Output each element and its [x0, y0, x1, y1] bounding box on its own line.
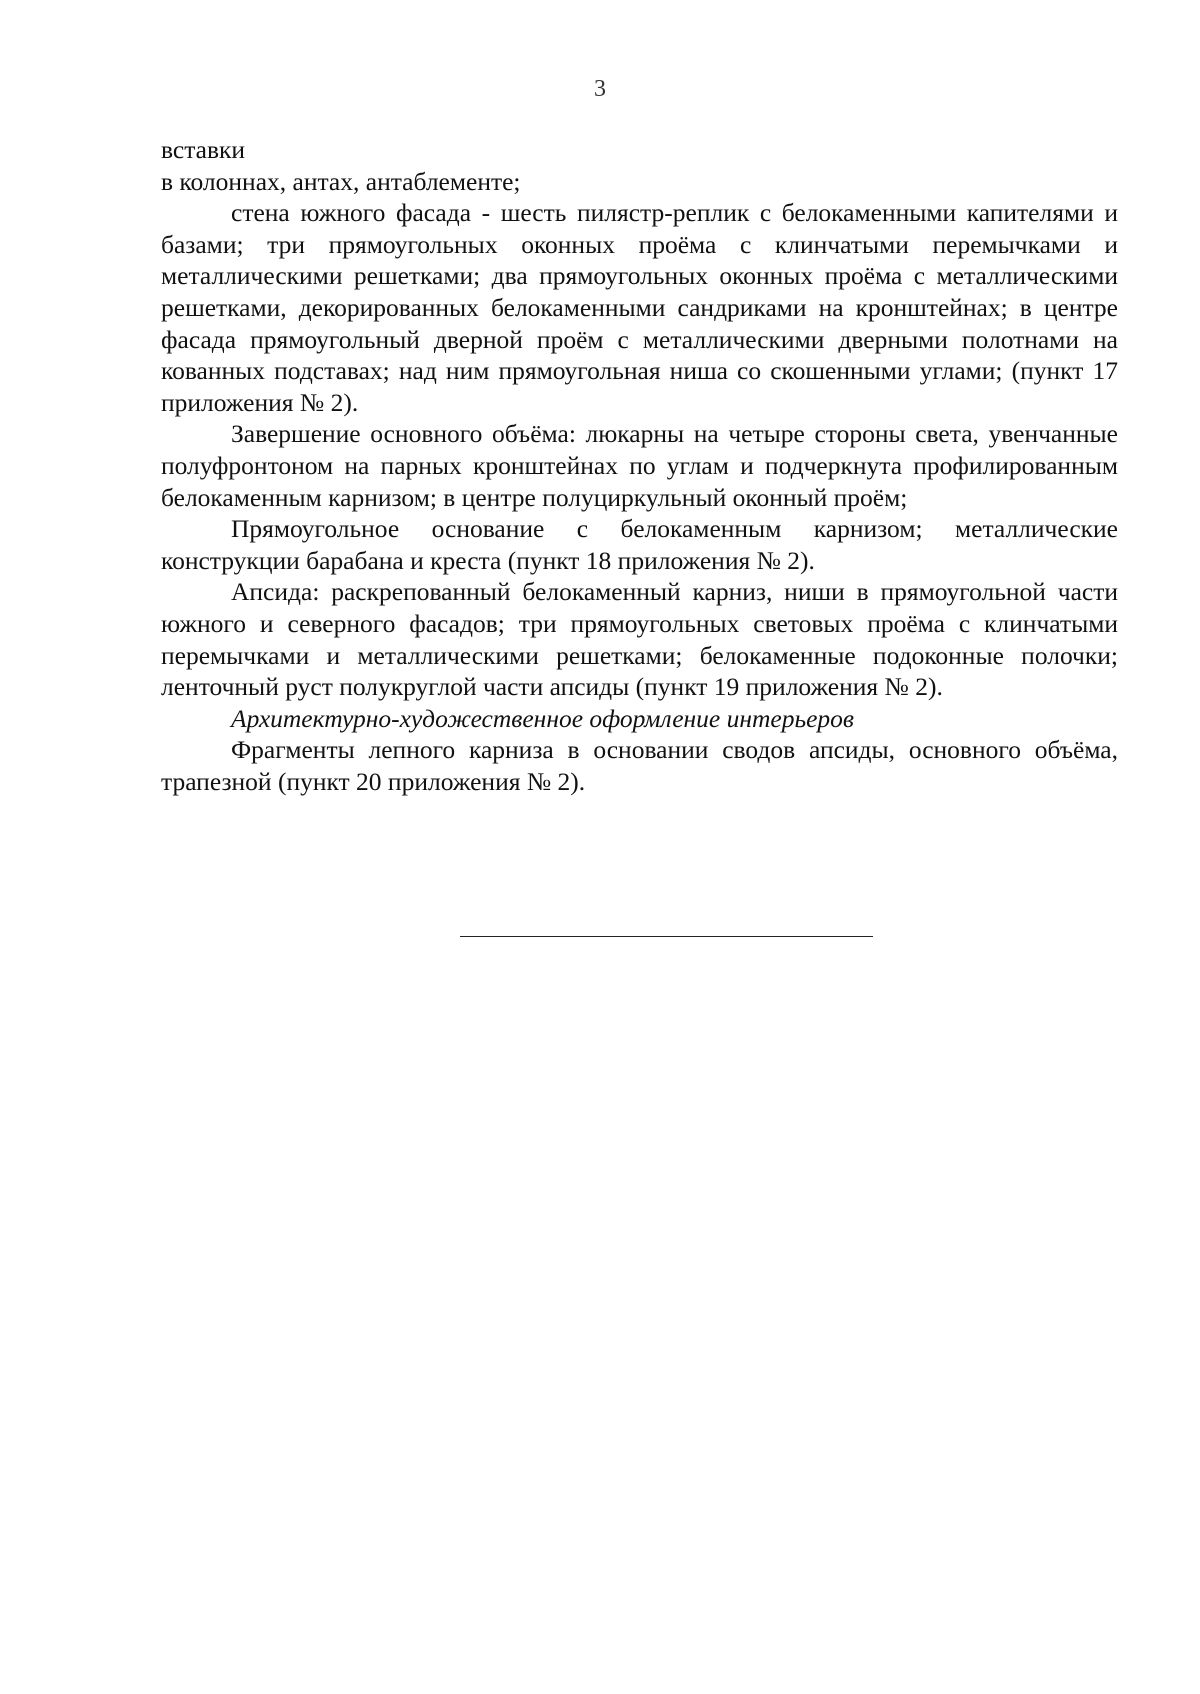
paragraph-cornice-fragments: Фрагменты лепного карниза в основании сводов апсиды, основного объёма, трапезной (пункт 20 приложения № 2).	[161, 735, 1118, 796]
end-divider-line	[460, 936, 873, 937]
paragraph-columns: в колоннах, антах, антаблементе;	[161, 166, 521, 196]
paragraph-south-facade: стена южного фасада - шесть пилястр-реплик с белокаменными капителями и базами; три прямоугольных оконных проёма с клинчатыми перемычками и металлическими решетками; два прямоугольных оконных проёма с металлическими решетками, декорированных белокаменными сандриками на кронштейнах; в центре фасада прямоугольный дверной проём с металлическими дверными полотнами на кованных подставах; над ним прямоугольная ниша со скошенными углами; (пункт 17 приложения № 2).	[161, 198, 1118, 417]
document-body	[161, 134, 1118, 797]
paragraph-rectangular-base: Прямоугольное основание с белокаменным карнизом; металлические конструкции барабана и креста (пункт 18 приложения № 2).	[161, 514, 1118, 575]
page-number: 3	[594, 76, 606, 102]
paragraph-main-volume-completion: Завершение основного объёма: люкарны на четыре стороны света, увенчанные полуфронтоном на парных кронштейнах по углам и подчеркнута профилированным белокаменным карнизом; в центре полуциркульный оконный проём;	[161, 419, 1118, 512]
paragraph-inserts: вставки	[161, 135, 246, 164]
section-heading-interiors: Архитектурно-художественное оформление интерьеров	[231, 703, 854, 733]
paragraph-apse: Апсида: раскрепованный белокаменный карниз, ниши в прямоугольной части южного и северного фасадов; три прямоугольных световых проёма с клинчатыми перемычками и металлическими решетками; белокаменные подоконные полочки; ленточный руст полукруглой части апсиды (пункт 19 приложения № 2).	[161, 577, 1118, 702]
